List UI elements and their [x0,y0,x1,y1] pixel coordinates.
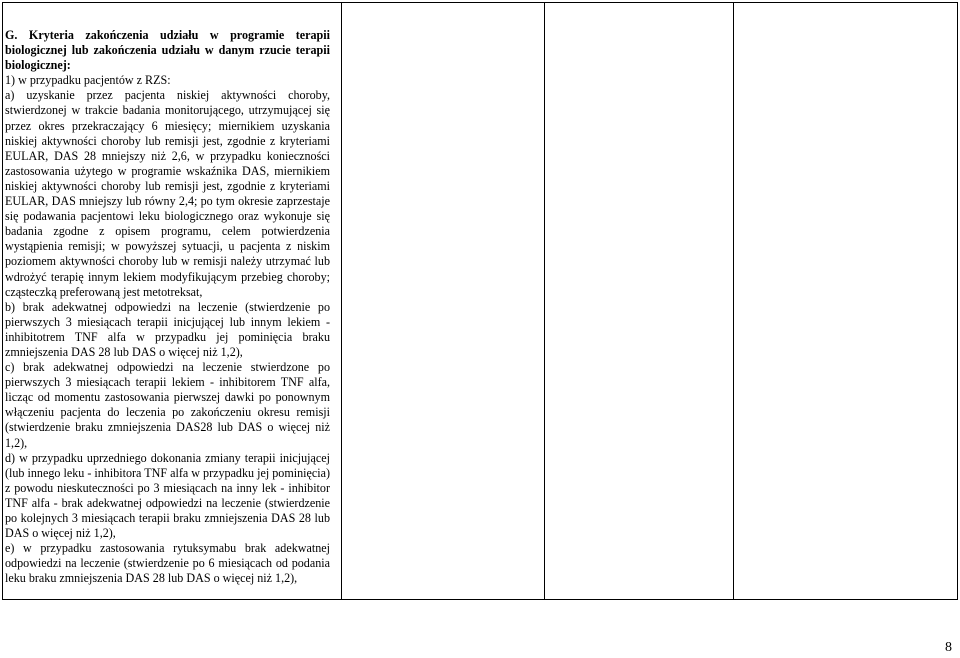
paragraph-a: a) uzyskanie przez pacjenta niskiej aktywności choroby, stwierdzonej w trakcie badania monitorującego, utrzymującej się przez okres przekraczający 6 miesięcy; miernikiem uzyskania niskiej aktywności choroby lub remisji jest, zgodnie z kryteriami EULAR, DAS 28 mniejszy niż 2,6, w przypadku konieczności zastosowania użytego w programie wskaźnika DAS, miernikiem niskiej aktywności choroby lub remisji jest, zgodnie z kryteriami EULAR, DAS mniejszy lub równy 2,4; po tym okresie zaprzestaje się podawania pacjentowi leku biologicznego oraz wykonuje się badania zgodne z opisem programu, celem potwierdzenia wystąpienia remisji; w powyższej sytuacji, u pacjenta z niskim poziomem aktywności choroby lub w remisji należy utrzymać lub wdrożyć terapię innym lekiem modyfikującym przebieg choroby; cząsteczką preferowaną jest metotreksat, [5,88,330,299]
column-divider-2 [544,3,545,599]
paragraph-b: b) brak adekwatnej odpowiedzi na leczenie (stwierdzenie po pierwszych 3 miesiącach terapii inicjującej lub innym lekiem - inhibitotrem TNF alfa w przypadku jej pominięcia braku zmniejszenia DAS 28 lub DAS o więcej niż 1,2), [5,299,330,359]
criteria-text-cell [5,28,330,586]
page-number: 8 [945,640,952,655]
paragraph-e: e) w przypadku zastosowania rytuksymabu brak adekwatnej odpowiedzi na leczenie (stwierdzenie po 6 miesiącach od podania leku braku zmniejszenia DAS 28 lub DAS o więcej niż 1,2), [5,541,330,586]
section-title: G. Kryteria zakończenia udziału w programie terapii biologicznej lub zakończenia udziału w danym rzucie terapii biologicznej: [5,28,330,73]
paragraph-c: c) brak adekwatnej odpowiedzi na leczenie stwierdzone po pierwszych 3 miesiącach terapii lekiem - inhibitorem TNF alfa, licząc od momentu zastosowania pierwszej dawki po ponownym włączeniu pacjenta do leczenia po zakończeniu okresu remisji (stwierdzenie braku zmniejszenia DAS28 lub DAS o więcej niż 1,2), [5,360,330,450]
column-divider-3 [733,3,734,599]
paragraph-d: d) w przypadku uprzedniego dokonania zmiany terapii inicjującej (lub innego leku - inhibitora TNF alfa w przypadku jej pominięcia) z powodu nieskuteczności po 3 miesiącach na inny lek - inhibitor TNF alfa - brak adekwatnej odpowiedzi na leczenie (stwierdzenie po kolejnych 3 miesiącach terapii braku zmniejszenia DAS 28 lub DAS o więcej niż 1,2), [5,450,330,541]
paragraph-intro: 1) w przypadku pacjentów z RZS: [5,73,171,88]
column-divider-1 [341,3,342,599]
